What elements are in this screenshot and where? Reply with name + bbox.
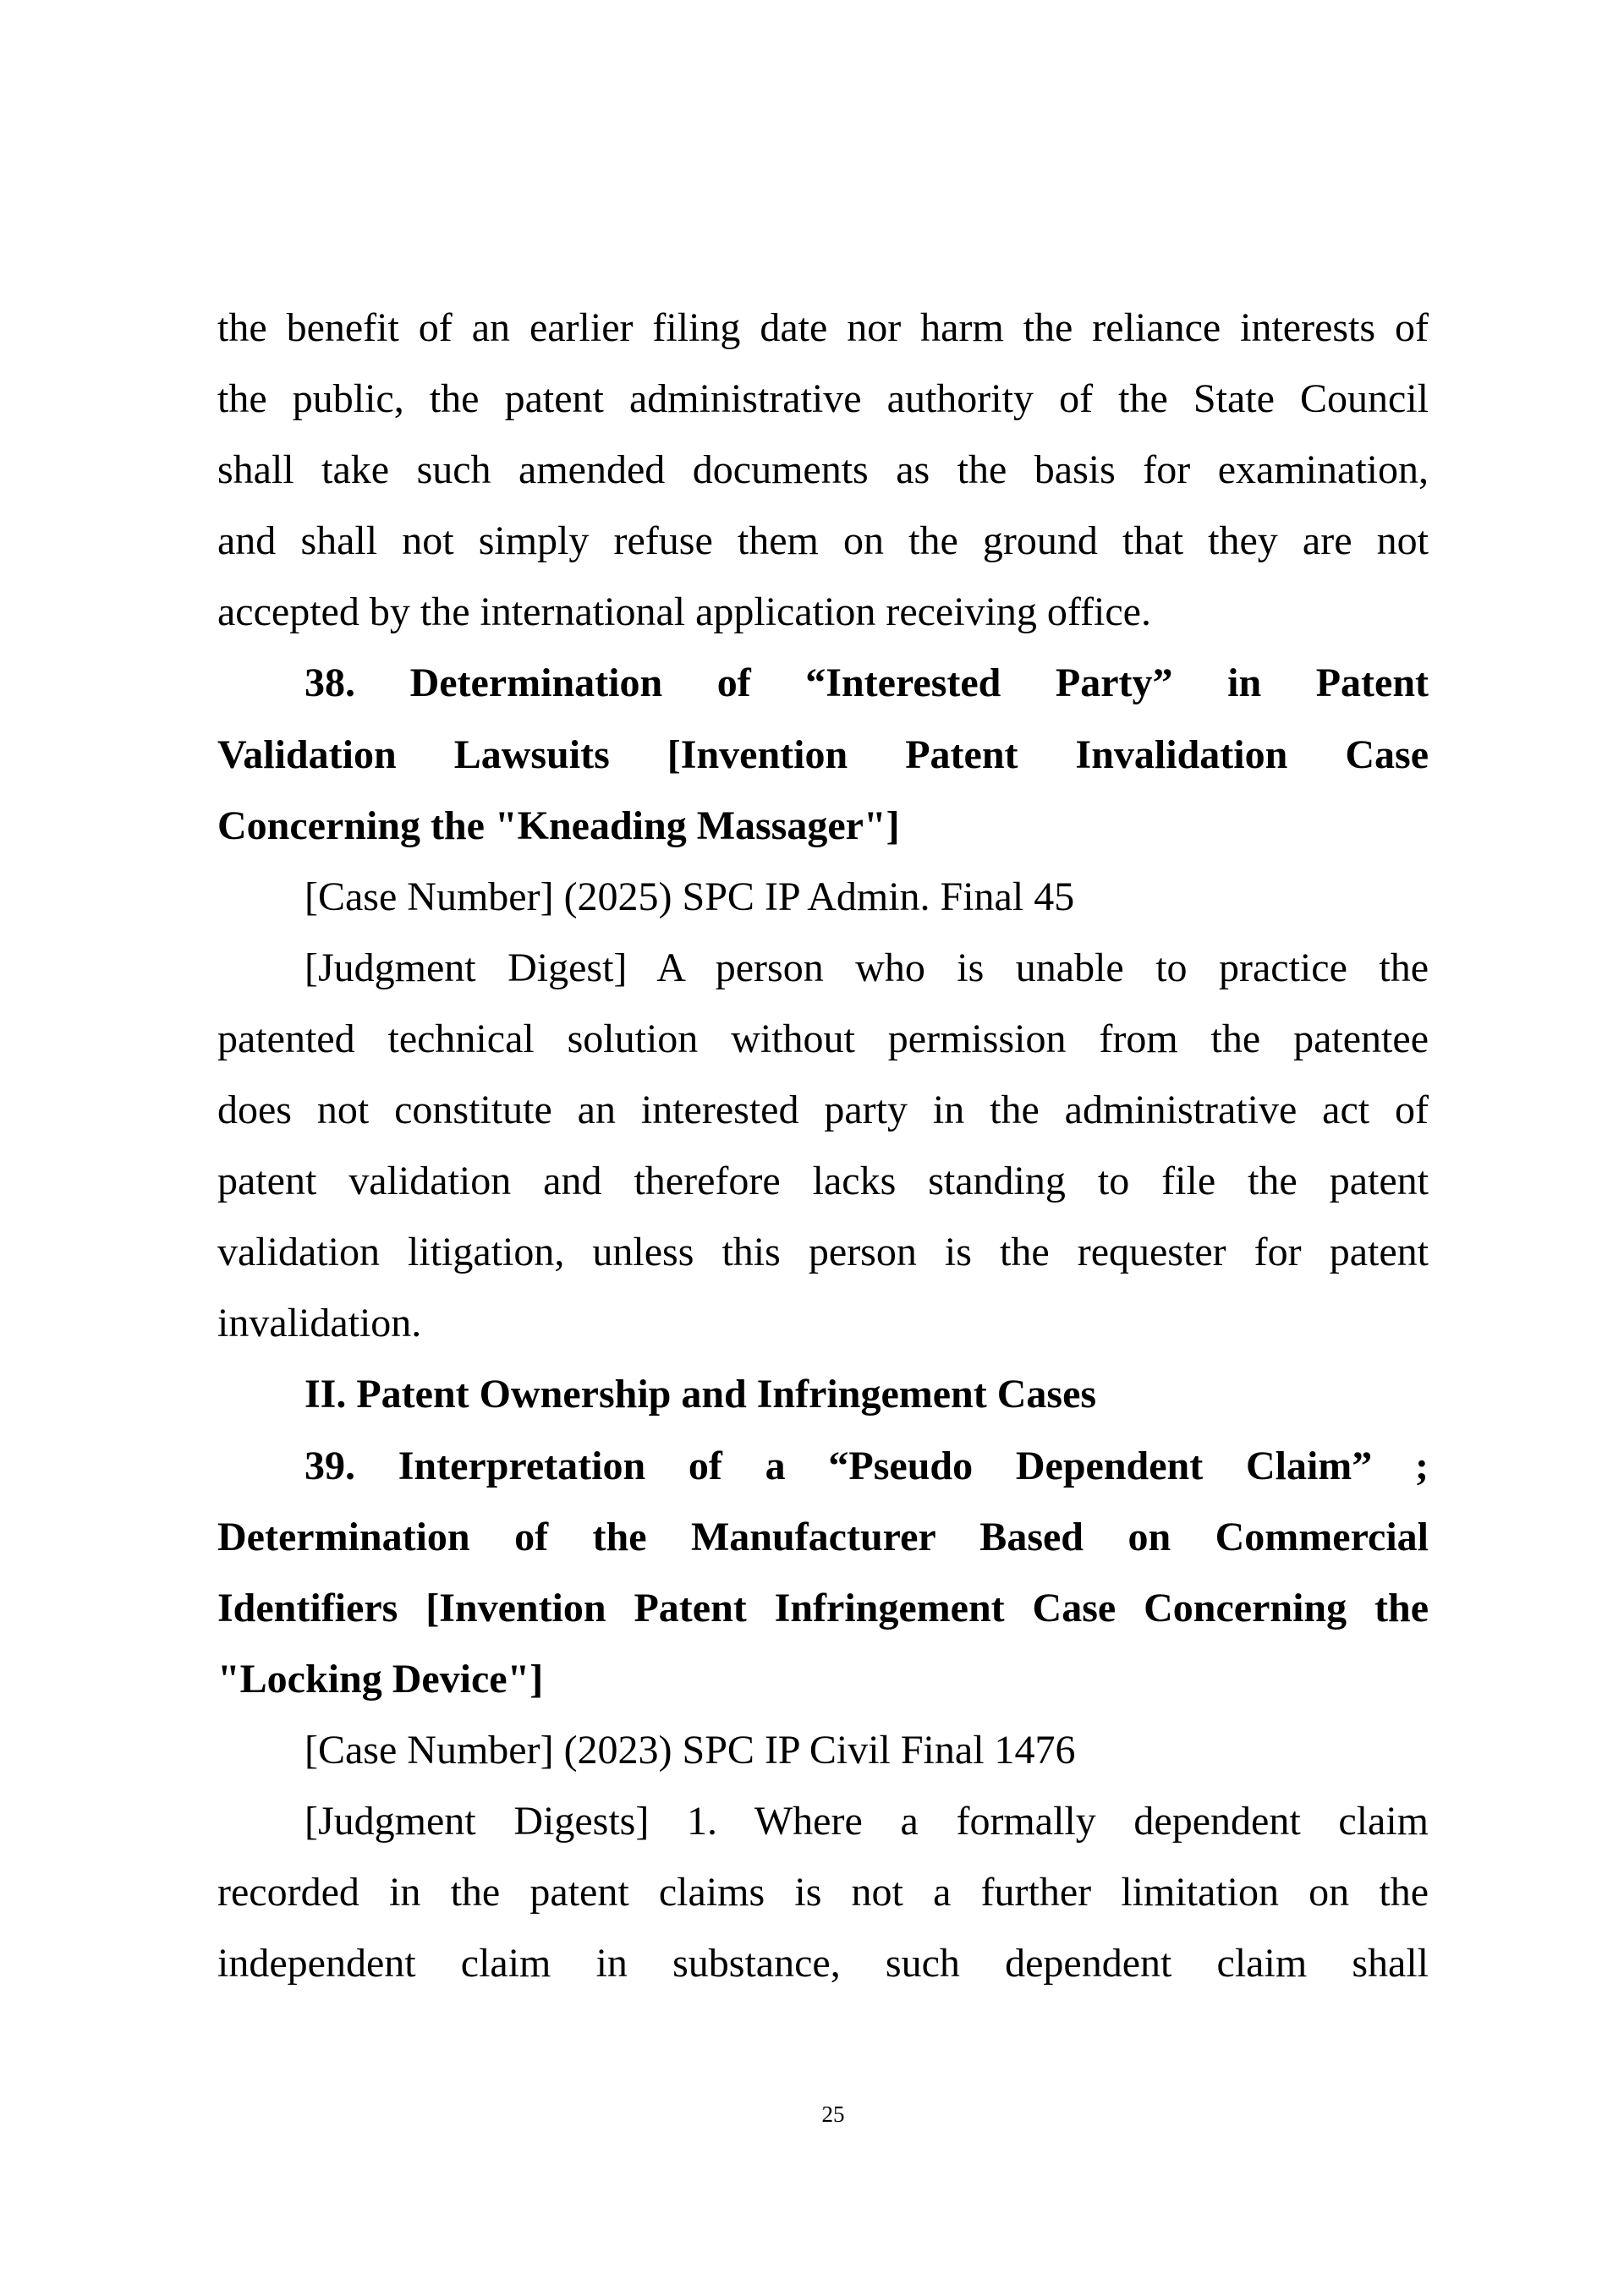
text-line: patented technical solution without permission from the patentee [217,1016,1429,1061]
page-number: 25 [821,2101,845,2127]
case-number-38 [217,862,1429,933]
text-line: shall take such amended documents as the basis for examination, [217,447,1429,493]
judgment-digest-38 [217,933,1429,1360]
case-number-39 [217,1715,1429,1786]
heading-line: Identifiers [Invention Patent Infringement Case Concerning the [217,1585,1429,1630]
heading-line: Determination of the Manufacturer Based on Commercial [217,1514,1429,1559]
text-line: validation litigation, unless this person is the requester for patent [217,1230,1429,1275]
text-line: invalidation. [217,1301,422,1346]
text-line: and shall not simply refuse them on the ground that they are not [217,518,1429,564]
text-line: patent validation and therefore lacks standing to file the patent [217,1159,1429,1204]
case-heading-39 [217,1431,1429,1715]
judgment-digests-39 [217,1786,1429,1999]
case-number-line: [Case Number] (2025) SPC IP Admin. Final 45 [304,874,1075,919]
section-heading-line: II. Patent Ownership and Infringement Cases [304,1372,1097,1417]
text-line: the public, the patent administrative authority of the State Council [217,376,1429,422]
page-body [217,293,1429,1999]
text-line: does not constitute an interested party in the administrative act of [217,1088,1429,1133]
heading-line: Validation Lawsuits [Invention Patent Invalidation Case [217,732,1429,777]
section-heading-ii [217,1359,1429,1430]
heading-line: "Locking Device"] [217,1656,544,1701]
heading-line: Concerning the "Kneading Massager"] [217,803,900,848]
heading-line: 39. Interpretation of a “Pseudo Dependent Claim” ; [304,1443,1429,1488]
text-line: accepted by the international application receiving office. [217,589,1151,635]
text-line: [Judgment Digest] A person who is unable to practice the [304,945,1429,990]
text-line: independent claim in substance, such dependent claim shall [217,1941,1429,1986]
case-number-line: [Case Number] (2023) SPC IP Civil Final 1476 [304,1727,1076,1773]
text-line: the benefit of an earlier filing date nor harm the reliance interests of [217,305,1429,350]
text-line: recorded in the patent claims is not a further limitation on the [217,1870,1429,1915]
continuation-paragraph [217,293,1429,648]
heading-line: 38. Determination of “Interested Party” in Patent [304,660,1429,706]
case-heading-38 [217,648,1429,861]
text-line: [Judgment Digests] 1. Where a formally dependent claim [304,1798,1429,1844]
